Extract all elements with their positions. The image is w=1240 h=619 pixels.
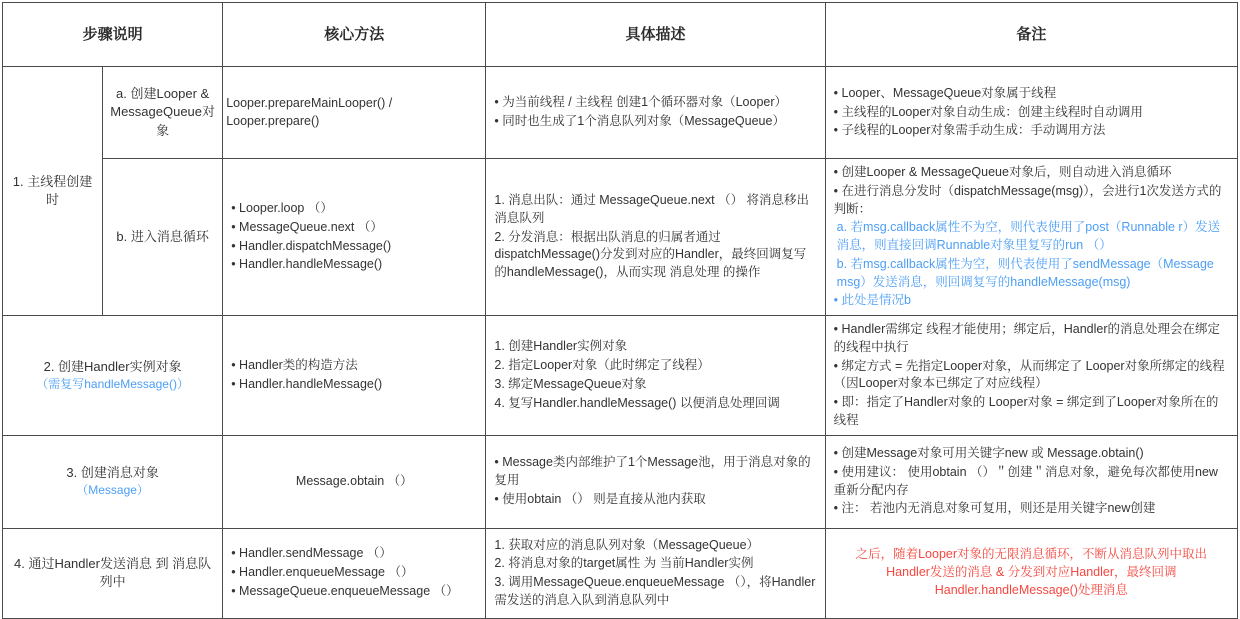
desc-line: 2. 指定Looper对象（此时绑定了线程） <box>494 358 710 372</box>
step-4-label: 4. 通过Handler发送消息 到 消息队列中 <box>3 528 223 618</box>
step-2-methods <box>223 316 486 436</box>
table-header-row <box>3 3 1238 67</box>
method-line: • Handler.handleMessage() <box>231 257 383 272</box>
method-line: • Handler.dispatchMessage() <box>231 238 392 253</box>
step-2-notes <box>825 316 1237 436</box>
header-steps: 步骤说明 <box>3 3 223 67</box>
desc-line: 1. 获取对应的消息队列对象（MessageQueue） <box>494 537 760 552</box>
step-4-methods <box>223 528 486 618</box>
note-line: • 绑定方式 = 先指定Looper对象，从而绑定了 Looper对象所绑定的线程（因Looper对象本已绑定了对应线程） <box>833 358 1225 391</box>
desc-line: 1. 消息出队：通过 MessageQueue.next （） 将消息移出消息队列 <box>494 193 810 225</box>
step-1a-description <box>486 67 825 159</box>
handler-mechanism-table <box>2 2 1238 619</box>
desc-line: 3. 调用MessageQueue.enqueueMessage （），将Handler需发送的消息入队到消息队列中 <box>494 575 816 607</box>
step-1a-notes <box>825 67 1237 159</box>
step-2-label: 2. 创建Handler实例对象 <box>43 358 182 374</box>
method-line: • Handler.enqueueMessage （） <box>231 565 414 580</box>
step-1b-description <box>486 159 825 316</box>
step-4-note-red: 之后，随着Looper对象的无限消息循环，不断从消息队列中取出Handler发送的消息 & 分发到对应Handler，最终回调Handler.handleMessage()处理消息 <box>825 528 1237 618</box>
step-2-sublabel: （需复写handleMessage()） <box>36 376 189 391</box>
note-line: • 注： 若池内无消息对象可复用，则还是用关键字new创建 <box>833 501 1156 516</box>
step-3-notes <box>825 435 1237 528</box>
table-row-3 <box>3 435 1238 528</box>
desc-line: • Message类内部维护了1个Message池，用于消息对象的复用 <box>494 455 811 488</box>
step-2-description <box>486 316 825 436</box>
note-line: • Looper、MessageQueue对象属于线程 <box>833 85 1057 100</box>
note-line-blue: b. 若msg.callback属性为空，则代表使用了sendMessage（Message msg）发送消息，则回调复写的handleMessage(msg) <box>836 256 1214 289</box>
method-line: • MessageQueue.enqueueMessage （） <box>231 583 459 598</box>
note-line: • 在进行消息分发时（dispatchMessage(msg)），会进行1次发送方式的判断： <box>833 183 1222 216</box>
step-1b-methods <box>223 159 486 316</box>
header-description: 具体描述 <box>486 3 825 67</box>
note-line-blue: a. 若msg.callback属性不为空，则代表使用了post（Runnable r）发送消息，则直接回调Runnable对象里复写的run （） <box>836 220 1221 252</box>
desc-line: 1. 创建Handler实例对象 <box>494 339 628 354</box>
table-row-1a <box>3 67 1238 159</box>
note-line: • 主线程的Looper对象自动生成：创建主线程时自动调用 <box>833 104 1143 119</box>
step-3-description <box>486 435 825 528</box>
note-line: • 即：指定了Handler对象的 Looper对象 = 绑定到了Looper对象所在的线程 <box>833 395 1219 427</box>
desc-line: 4. 复写Handler.handleMessage() 以便消息处理回调 <box>494 395 780 410</box>
desc-line: • 为当前线程 / 主线程 创建1个循环器对象（Looper） <box>494 95 788 110</box>
desc-line: • 使用obtain （） 则是直接从池内获取 <box>494 491 706 506</box>
step-3-label: 3. 创建消息对象 <box>66 464 159 480</box>
note-line: • 创建Looper & MessageQueue对象后，则自动进入消息循环 <box>833 165 1172 179</box>
desc-line: 2. 将消息对象的target属性 为 当前Handler实例 <box>494 556 754 571</box>
method-line: • MessageQueue.next （） <box>231 219 383 234</box>
method-line: • Looper.loop （） <box>231 201 333 215</box>
note-line-blue: • 此处是情况b <box>833 293 911 308</box>
table-row-1b <box>3 159 1238 316</box>
step-1-label: 1. 主线程创建时 <box>3 67 103 316</box>
method-line: • Handler.handleMessage() <box>231 376 383 391</box>
header-notes: 备注 <box>825 3 1237 67</box>
step-3-sublabel: （Message） <box>76 483 149 498</box>
method-line: • Handler类的构造方法 <box>231 358 358 372</box>
note-line: • 子线程的Looper对象需手动生成：手动调用方法 <box>833 123 1106 138</box>
desc-line: 2. 分发消息：根据出队消息的归属者通过dispatchMessage()分发到对应的Handler，最终回调复写的handleMessage()，从而实现 消息处理 的操作 <box>494 229 807 280</box>
step-3-cell <box>3 435 223 528</box>
note-line: • Handler需绑定 线程才能使用；绑定后，Handler的消息处理会在绑定的线程中执行 <box>833 322 1221 354</box>
step-1a-method: Looper.prepareMainLooper() / Looper.prepare() <box>223 67 486 159</box>
step-1b-notes <box>825 159 1237 316</box>
note-line: • 使用建议： 使用obtain （）＂创建＂消息对象，避免每次都使用new重新分配内存 <box>833 464 1218 497</box>
table-row-2 <box>3 316 1238 436</box>
step-1a-label: a. 创建Looper & MessageQueue对象 <box>103 67 223 159</box>
desc-line: 3. 绑定MessageQueue对象 <box>494 376 647 391</box>
table-row-4 <box>3 528 1238 618</box>
header-methods: 核心方法 <box>223 3 486 67</box>
desc-line: • 同时也生成了1个消息队列对象（MessageQueue） <box>494 114 785 128</box>
step-4-description <box>486 528 825 618</box>
step-1b-label: b. 进入消息循环 <box>103 159 223 316</box>
note-line: • 创建Message对象可用关键字new 或 Message.obtain() <box>833 446 1144 460</box>
step-2-cell <box>3 316 223 436</box>
step-3-method: Message.obtain （） <box>223 435 486 528</box>
method-line: • Handler.sendMessage （） <box>231 546 392 561</box>
